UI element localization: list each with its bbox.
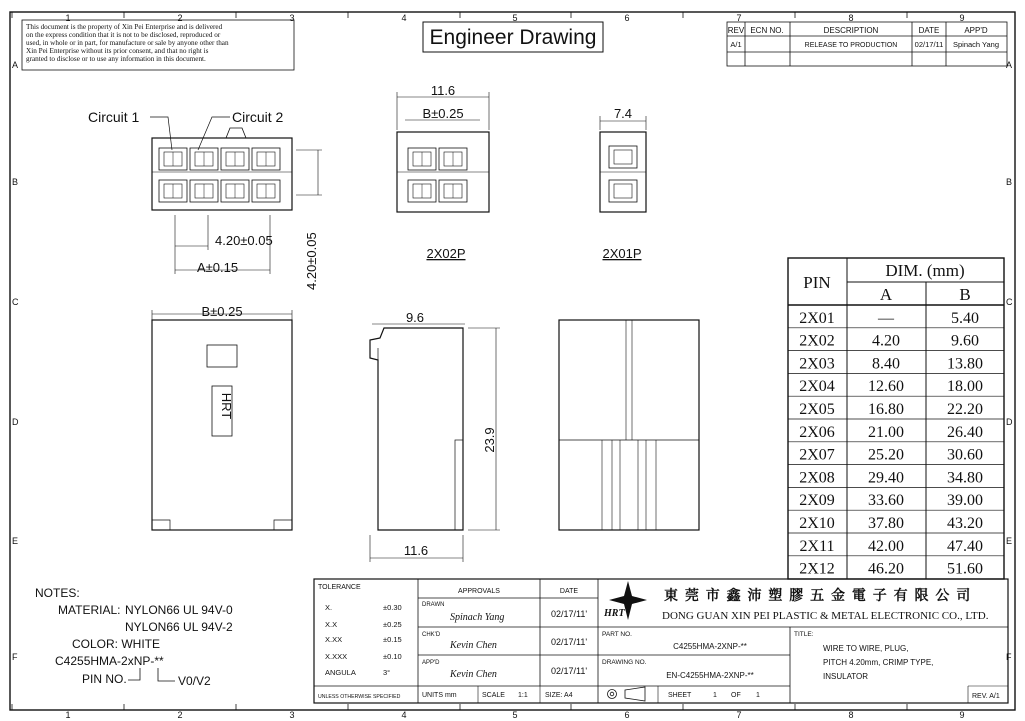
table-cell: 12.60 [868,378,904,396]
table-cell: 21.00 [868,423,904,441]
grid-col-label: 9 [959,13,965,23]
tol-val: 3° [383,668,391,677]
dim-width-2x02: 11.6 [430,83,456,98]
table-cell: 18.00 [947,378,983,396]
disclaimer-line: Xin Pei Enterprise without its prior consent, and that no right is [26,47,209,55]
table-cell: 47.40 [947,537,983,555]
appd-by: Kevin Chen [450,669,497,680]
table-cell: 2X03 [799,355,835,373]
table-cell: 2X02 [799,332,835,350]
date-header: DATE [918,26,940,35]
approvals-label: APPROVALS [458,588,500,595]
sheet-total: 1 [756,692,760,699]
dim-pitch-horizontal: 4.20±0.05 [215,233,273,248]
dim-width-2x01: 7.4 [613,106,633,121]
dimension-table [788,258,1004,579]
dim-height-side: 23.9 [482,427,497,453]
table-cell: 2X10 [799,515,835,532]
title-block [314,579,1008,703]
disclaimer-line: used, in whole or in part, for manufacture or sale by anyone other than [26,39,229,47]
scale-value: 1:1 [518,692,528,699]
dim-b-top: B±0.25 [201,304,243,319]
table-cell: 13.80 [947,355,983,373]
grid-row-label: A [1006,60,1013,70]
part-no-value: C4255HMA-2XNP-** [673,642,747,651]
scale-label: SCALE [482,692,505,699]
grid-col-label: 3 [289,710,295,720]
grid-col-label: 4 [401,13,407,23]
front-view-2x04 [88,109,322,290]
table-header-pin: PIN [803,273,831,292]
rev-value: A/1 [730,40,742,49]
drawn-date: 02/17/11' [550,609,588,619]
drawn-label: DRAWN [422,602,445,608]
logo-text: HRT [604,608,625,619]
title-line: WIRE TO WIRE, PLUG, [823,644,909,653]
hrt-marking: HRT [219,392,234,420]
dim-top-side: 9.6 [405,310,425,325]
title-line: INSULATOR [823,672,869,681]
grid-col-label: 7 [736,710,742,720]
table-cell: 46.20 [868,560,904,578]
grid-col-label: 6 [624,710,630,720]
table-cell: 2X06 [799,423,835,441]
table-cell: 4.20 [872,332,900,350]
table-cell: 2X05 [799,401,835,418]
tol-val: ±0.10 [383,652,402,661]
grid-col-label: 4 [401,710,407,720]
table-cell: 2X09 [799,492,835,510]
grid-row-label: D [1006,417,1013,427]
tol-key: X.XX [325,635,343,644]
tol-key: X.XXX [325,652,348,661]
appd-value: Spinach Yang [952,40,1000,49]
chkd-by: Kevin Chen [450,640,497,651]
table-cell: 39.00 [947,492,983,510]
side-view [370,310,500,562]
rating-note: V0/V2 [178,674,211,688]
grid-col-label: 9 [959,710,965,720]
table-cell: 43.20 [947,515,983,532]
rev-header: REV [727,26,745,35]
title-line: PITCH 4.20mm, CRIMP TYPE, [823,658,934,667]
rev-label: REV. A/1 [972,693,1000,700]
table-header-b: B [959,285,971,304]
table-cell: 2X11 [799,537,835,555]
disclaimer-line: This document is the property of Xin Pei Enterprise and is delivered [26,23,223,31]
table-cell: 2X12 [799,560,835,578]
title-label: TITLE: [794,631,814,638]
sheet-label: SHEET [668,692,692,699]
grid-col-label: 1 [65,710,71,720]
grid-col-label: 1 [65,13,71,23]
disclaimer-line: granted to disclose or to use any information in this document. [26,55,206,63]
disclaimer-block [22,20,294,70]
material-2: NYLON66 UL 94V-2 [125,620,233,634]
chkd-date: 02/17/11' [550,637,588,647]
drawing-no-value: EN-C4255HMA-2XNP-** [666,671,754,680]
page-title: Engineer Drawing [429,26,597,49]
notes-block [35,586,233,688]
projection-symbol-icon [608,687,646,701]
description-header: DESCRIPTION [823,26,879,35]
top-view [152,304,292,530]
table-header-a: A [879,285,893,304]
of-label: OF [731,692,741,699]
pin-no-note: PIN NO. [82,672,127,686]
company-name-en: DONG GUAN XIN PEI PLASTIC & METAL ELECTRONIC CO., LTD. [662,610,989,622]
drawing-no-label: DRAWING NO. [602,659,647,666]
table-cell: 37.80 [868,515,904,532]
appd-label: APP'D [422,660,440,666]
table-cell: 22.20 [947,401,983,418]
tolerance-label: TOLERANCE [318,584,361,591]
unless-specified: UNLESS OTHERWISE SPECIFIED [318,694,401,700]
grid-col-label: 3 [289,13,295,23]
view-2x01 [600,106,646,261]
table-cell: — [878,309,894,327]
table-cell: 51.60 [947,560,983,578]
grid-row-label: F [1006,652,1012,662]
size-value: SIZE: A4 [545,692,573,699]
grid-col-label: 2 [177,710,183,720]
table-cell: 9.60 [951,332,979,350]
grid-col-label: 5 [512,710,518,720]
label-2x01p: 2X01P [602,246,642,261]
grid-row-label: C [1006,297,1013,307]
grid-col-label: 8 [848,13,854,23]
table-cell: 2X01 [799,309,835,327]
material-1: NYLON66 UL 94V-0 [125,603,233,617]
leader-line [198,117,230,150]
terminal-cavity [609,180,637,202]
leader-line [150,117,172,150]
tol-key: X.X [325,620,338,629]
circuit-1-label: Circuit 1 [88,109,140,125]
view-2x02 [397,83,489,261]
grid-row-label: B [1006,177,1013,187]
sheet-number: 1 [713,692,717,699]
chkd-label: CHK'D [422,632,441,638]
date-label: DATE [559,588,579,595]
grid-col-label: 2 [177,13,183,23]
appd-date: 02/17/11' [550,666,588,676]
housing-outline [152,138,292,210]
tol-key: X. [325,603,333,612]
company-name-cn: 東 莞 市 鑫 沛 塑 膠 五 金 電 子 有 限 公 司 [664,588,972,604]
grid-row-label: C [12,297,19,307]
table-cell: 42.00 [868,537,904,555]
notes-heading: NOTES: [35,586,80,600]
table-cell: 2X08 [799,469,835,487]
disclaimer-line: on the express condition that it is not to be disclosed, reproduced or [26,31,221,39]
appd-header: APP'D [964,26,988,35]
rear-view [559,320,699,530]
units: UNITS mm [422,692,457,699]
table-cell: 34.80 [947,469,983,487]
drawn-by: Spinach Yang [450,612,505,623]
dim-b-2x02: B±0.25 [422,106,464,121]
revision-block [727,22,1007,66]
table-cell: 33.60 [868,492,904,510]
table-cell: 16.80 [868,401,904,418]
table-cell: 8.40 [872,355,900,373]
grid-col-label: 7 [736,13,742,23]
circuit-2-label: Circuit 2 [232,109,284,125]
grid-col-label: 5 [512,13,518,23]
grid-col-label: 8 [848,710,854,720]
part-no-label: PART NO. [602,631,632,638]
color-note: COLOR: WHITE [72,637,161,651]
company-logo [603,581,647,620]
table-header-dim: DIM. (mm) [885,261,965,280]
ecn-header: ECN NO. [750,26,784,35]
dim-a: A±0.15 [197,260,239,275]
label-2x02p: 2X02P [426,246,466,261]
grid-row-label: E [1006,536,1013,546]
table-cell: 5.40 [951,309,979,327]
grid-row-label: D [12,417,19,427]
terminal-cavity [609,146,637,168]
table-cell: 26.40 [947,423,983,441]
table-cell: 2X07 [799,446,835,464]
dim-bottom-side: 11.6 [403,543,429,558]
table-cell: 30.60 [947,446,983,464]
table-cell: 25.20 [868,446,904,464]
dim-pitch-vertical: 4.20±0.05 [304,232,319,290]
tol-key: ANGULA [325,668,356,677]
grid-row-label: E [12,536,19,546]
grid-row-label: A [12,60,19,70]
description-value: RELEASE TO PRODUCTION [804,42,898,49]
part-code-note: C4255HMA-2xNP-** [55,654,164,668]
date-value: 02/17/11 [914,40,944,49]
tol-val: ±0.30 [383,603,402,612]
table-cell: 2X04 [799,378,835,396]
tol-val: ±0.15 [383,635,402,644]
grid-row-label: B [12,177,19,187]
grid-col-label: 6 [624,13,630,23]
tol-val: ±0.25 [383,620,402,629]
grid-row-label: F [12,652,18,662]
table-cell: 29.40 [868,469,904,487]
material-label: MATERIAL: [58,603,121,617]
